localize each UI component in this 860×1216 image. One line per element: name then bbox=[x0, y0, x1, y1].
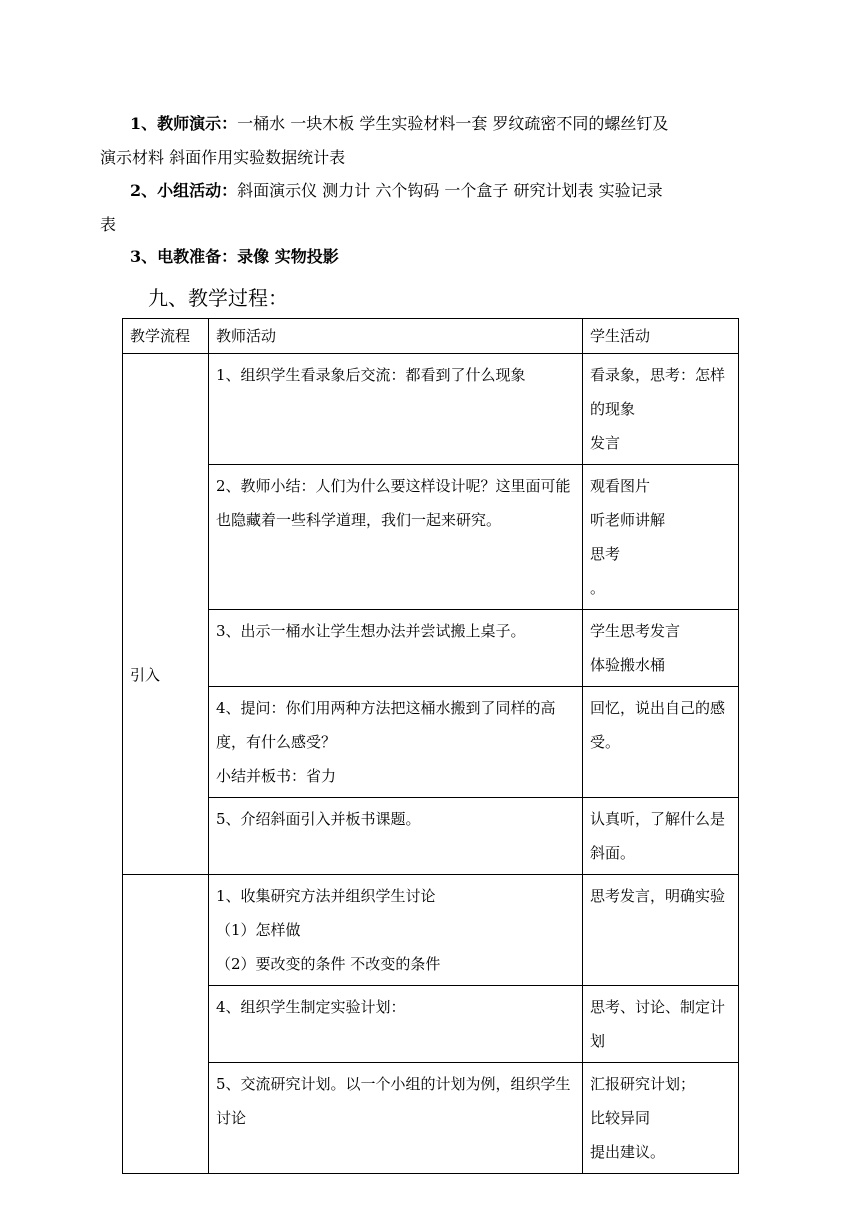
teacher-text: 4、组织学生制定实验计划： bbox=[216, 998, 406, 1016]
teacher-text: 2、教师小结：人们为什么要这样设计呢？这里面可能也隐藏着一些科学道理，我们一起来研究。 bbox=[216, 477, 571, 529]
teacher-text: 1、组织学生看录象后交流：都看到了什么现象 bbox=[216, 366, 526, 384]
materials-text-cont: 演示材料 斜面作用实验数据统计表 bbox=[100, 148, 346, 167]
materials-label: 1、教师演示： bbox=[130, 114, 238, 133]
stage-label: 引入 bbox=[130, 666, 161, 684]
stage-cell bbox=[123, 354, 209, 875]
student-text: 提出建议。 bbox=[590, 1143, 666, 1161]
student-cell bbox=[583, 986, 739, 1063]
teacher-cell bbox=[209, 465, 583, 610]
student-text: 思考发言，明确实验 bbox=[590, 887, 726, 905]
student-text: 发言 bbox=[590, 434, 621, 452]
teacher-text: （2）要改变的条件 不改变的条件 bbox=[216, 955, 441, 973]
student-text: 思考、讨论、制定计划 bbox=[590, 998, 726, 1050]
student-text: 。 bbox=[590, 579, 606, 597]
student-text: 学生思考发言 bbox=[590, 622, 681, 640]
student-text: 观看图片 bbox=[590, 477, 651, 495]
student-text: 回忆，说出自己的感受。 bbox=[590, 699, 726, 751]
materials-text: 录像 实物投影 bbox=[237, 247, 339, 266]
teacher-text: 3、出示一桶水让学生想办法并尝试搬上桌子。 bbox=[216, 622, 526, 640]
teaching-process-table bbox=[122, 318, 739, 1174]
teacher-text: 4、提问：你们用两种方法把这桶水搬到了同样的高度，有什么感受？ bbox=[216, 699, 556, 751]
teacher-text: 1、收集研究方法并组织学生讨论 bbox=[216, 887, 436, 905]
materials-group-activity bbox=[100, 174, 730, 242]
student-cell bbox=[583, 875, 739, 986]
table-row bbox=[123, 610, 739, 687]
table-row bbox=[123, 1063, 739, 1174]
materials-label: 3、电教准备： bbox=[130, 247, 238, 266]
stage-cell bbox=[123, 875, 209, 1174]
table-row bbox=[123, 798, 739, 875]
student-cell bbox=[583, 687, 739, 798]
table-row bbox=[123, 687, 739, 798]
materials-teacher-demo bbox=[100, 107, 730, 175]
student-text: 体验搬水桶 bbox=[590, 656, 666, 674]
teacher-cell bbox=[209, 875, 583, 986]
student-text: 认真听，了解什么是斜面。 bbox=[590, 810, 726, 862]
table-row bbox=[123, 986, 739, 1063]
materials-text-cont: 表 bbox=[100, 215, 117, 234]
teacher-cell bbox=[209, 687, 583, 798]
teacher-cell bbox=[209, 798, 583, 875]
table-row bbox=[123, 465, 739, 610]
teacher-text: （1）怎样做 bbox=[216, 921, 301, 939]
header-stage: 教学流程 bbox=[123, 319, 209, 354]
section-heading: 九、教学过程： bbox=[148, 286, 288, 310]
table-header-row bbox=[123, 319, 739, 354]
student-text: 听老师讲解 bbox=[590, 511, 666, 529]
materials-text: 斜面演示仪 测力计 六个钩码 一个盒子 研究计划表 实验记录 bbox=[237, 181, 663, 200]
student-cell bbox=[583, 610, 739, 687]
student-cell bbox=[583, 798, 739, 875]
student-text: 思考 bbox=[590, 545, 621, 563]
table-row bbox=[123, 875, 739, 986]
teacher-cell bbox=[209, 1063, 583, 1174]
student-cell bbox=[583, 354, 739, 465]
teacher-cell bbox=[209, 610, 583, 687]
header-student: 学生活动 bbox=[583, 319, 739, 354]
student-text: 汇报研究计划； bbox=[590, 1075, 696, 1093]
teacher-cell bbox=[209, 986, 583, 1063]
materials-av-prep bbox=[130, 240, 730, 274]
materials-label: 2、小组活动： bbox=[130, 181, 238, 200]
teacher-text: 5、交流研究计划。以一个小组的计划为例，组织学生讨论 bbox=[216, 1075, 571, 1127]
teacher-cell bbox=[209, 354, 583, 465]
materials-text: 一桶水 一块木板 学生实验材料一套 罗纹疏密不同的螺丝钉及 bbox=[237, 114, 669, 133]
teacher-text: 5、介绍斜面引入并板书课题。 bbox=[216, 810, 421, 828]
student-text: 比较异同 bbox=[590, 1109, 651, 1127]
teacher-text: 小结并板书：省力 bbox=[216, 767, 337, 785]
student-cell bbox=[583, 465, 739, 610]
table-row bbox=[123, 354, 739, 465]
student-text: 看录象，思考：怎样的现象 bbox=[590, 366, 726, 418]
header-teacher: 教师活动 bbox=[209, 319, 583, 354]
student-cell bbox=[583, 1063, 739, 1174]
